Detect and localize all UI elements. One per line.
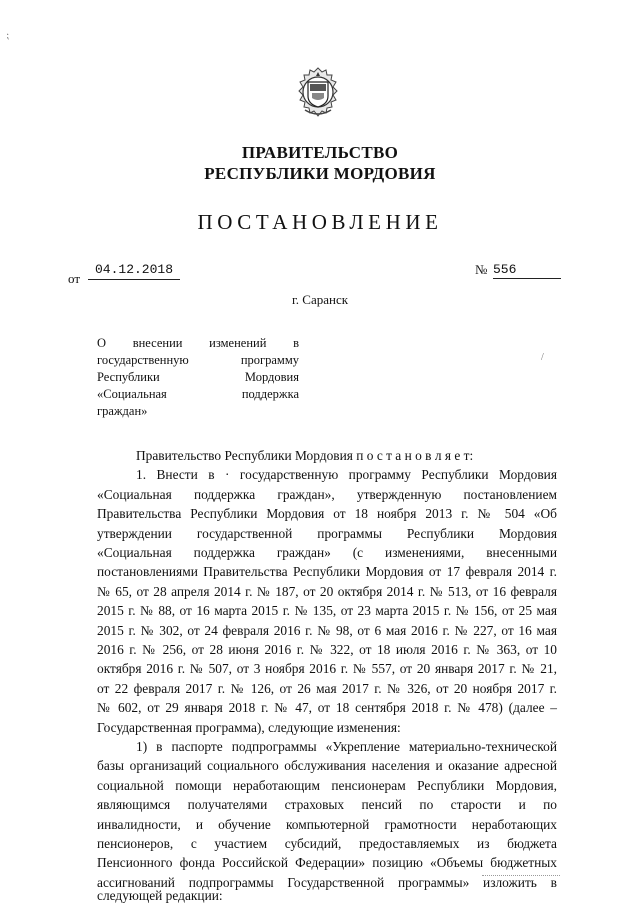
title-line: О внесении изменений в <box>97 336 299 350</box>
document-number: 556 <box>493 262 517 277</box>
body-line: Правительство Республики Мордовия п о с т а н о в л я е т: <box>136 448 474 463</box>
title-line: граждан» <box>97 404 148 418</box>
body-line: являющимся получателями страховых пенсий по старости и по <box>97 797 557 812</box>
number-prefix: № <box>475 262 488 277</box>
body-line: 1. Внести в · государственную программу Республики Мордовия <box>136 467 557 482</box>
body-line: 2016 г. № 256, от 28 июня 2016 г. № 322, от 18 июля 2016 г. № 363, от 10 <box>97 642 557 657</box>
body-line: Правительства Республики Мордовия от 18 ноября 2013 г. № 504 «Об <box>97 506 557 521</box>
body-line: базы организаций социального обслуживания населения и оказание адресной <box>97 758 557 773</box>
body-line: социальной помощи неработающим пенсионерам Республики Мордовия, <box>97 778 557 793</box>
date-underline <box>88 279 180 280</box>
title-line: Республики Мордовия <box>97 370 299 384</box>
body-line: 2015 г. № 302, от 24 февраля 2016 г. № 98, от 6 мая 2016 г. № 227, от 16 мая <box>97 623 557 638</box>
body-line: следующей редакции: <box>97 888 223 903</box>
organization-name-line2: РЕСПУБЛИКИ МОРДОВИЯ <box>204 164 436 183</box>
body-line: «Социальная поддержка граждан», утвержденную постановлением <box>97 487 557 502</box>
body-line: Государственная программа), следующие изменения: <box>97 720 401 735</box>
body-line: от 22 февраля 2017 г. № 126, от 26 мая 2017 г. № 326, от 20 ноября 2017 г. <box>97 681 557 696</box>
footer-scan-mark <box>482 875 560 876</box>
body-line: пенсионеров, с участием субсидий, предоставляемых из бюджета <box>97 836 557 851</box>
body-line: октября 2016 г. № 507, от 3 ноября 2016 г. № 557, от 20 января 2017 г. № 21, <box>97 661 557 676</box>
document-date: 04.12.2018 <box>94 262 173 277</box>
title-line: «Социальная поддержка <box>97 387 299 401</box>
number-underline <box>493 278 561 279</box>
body-line: Пенсионного фонда Российской Федерации» позицию «Объемы бюджетных <box>97 855 557 870</box>
body-line: постановлениями Правительства Республики Мордовия от 17 февраля 2014 г. <box>97 564 557 579</box>
coat-of-arms-emblem <box>295 66 341 120</box>
body-line: № 602, от 29 января 2018 г. № 47, от 18 сентября 2018 г. № 478) (далее – <box>97 700 557 715</box>
body-line: № 65, от 28 апреля 2014 г. № 187, от 20 октября 2014 г. № 513, от 16 февраля <box>97 584 557 599</box>
organization-name-line1: ПРАВИТЕЛЬСТВО <box>241 143 399 162</box>
margin-mark-right: / <box>541 352 544 363</box>
document-type-title: ПОСТАНОВЛЕНИЕ <box>197 210 443 234</box>
body-line: 1) в паспорте подпрограммы «Укрепление материально-технической <box>136 739 557 754</box>
date-prefix: от <box>68 271 81 286</box>
body-line: ассигнований подпрограммы Государственной программы» изложить в <box>97 875 557 890</box>
body-line: утверждении государственной программы Республики Мордовия <box>97 526 557 541</box>
margin-mark-left: ⁏ <box>6 30 10 41</box>
body-line: «Социальная поддержка граждан» (с изменениями, внесенными <box>97 545 557 560</box>
city-name: г. Саранск <box>291 292 349 307</box>
body-line: инвалидности, и обучение компьютерной грамотности неработающих <box>97 817 557 832</box>
title-line: государственную программу <box>97 353 299 367</box>
body-line: 2015 г. № 88, от 16 марта 2015 г. № 135, от 23 марта 2015 г. № 156, от 25 мая <box>97 603 557 618</box>
